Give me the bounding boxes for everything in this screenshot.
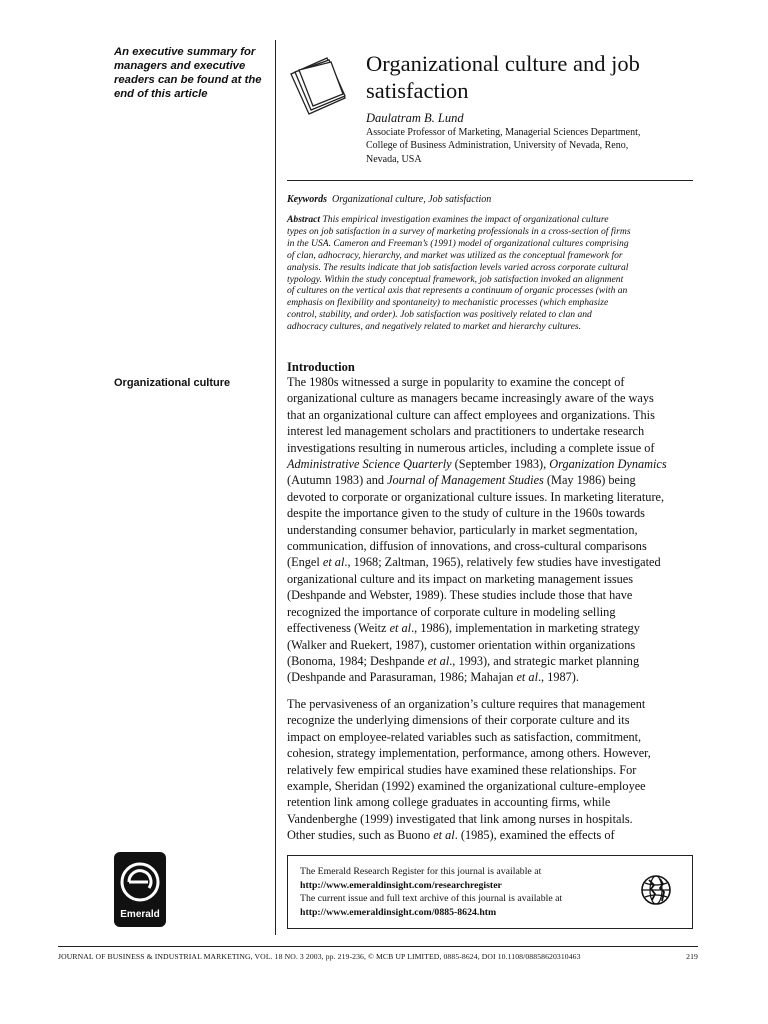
text-line: recognize the underlying dimensions of their corporate culture and its: [287, 713, 630, 728]
page-number: 219: [686, 952, 698, 961]
abstract-line: adhocracy cultures, and negatively related to market and hierarchy cultures.: [287, 321, 582, 333]
text-line: investigations resulting in numerous articles, including a complete issue of: [287, 440, 655, 455]
abstract-line: control, stability, and order). Job satisfaction was positively related to clan and: [287, 309, 592, 321]
title-line: Organizational culture and job: [366, 51, 640, 76]
abstract-line: types on job satisfaction in a survey of marketing professionals in a cross-section of firms: [287, 225, 631, 237]
keywords: [287, 194, 697, 205]
executive-summary-note: An executive summary for managers and executive readers can be found at the end of this article: [114, 46, 262, 100]
text-line: understanding consumer behavior, particularly in market segmentation,: [287, 522, 638, 537]
abstract: [287, 214, 697, 333]
abstract-line: in the USA. Cameron and Freeman’s (1991) model of organizational cultures comprising: [287, 237, 629, 249]
text-line: (Autumn 1983) and Journal of Management Studies (May 1986) being: [287, 473, 636, 488]
document-pages-icon: [287, 52, 357, 122]
emerald-e-icon: [114, 852, 166, 910]
text-line: (Engel et al., 1968; Zaltman, 1965), relatively few studies have investigated: [287, 555, 661, 570]
globe-icon: [640, 874, 672, 906]
text-line: devoted to corporate or organizational culture issues. In marketing literature,: [287, 489, 665, 504]
register-line: The current issue and full text archive of this journal is available at: [300, 893, 563, 905]
emerald-logo: [114, 852, 166, 927]
side-heading-organizational-culture: Organizational culture: [114, 377, 231, 389]
text-line: (Bonoma, 1984; Deshpande et al., 1993), and strategic market planning: [287, 653, 640, 668]
archive-link[interactable]: http://www.emeraldinsight.com/0885-8624.htm: [300, 906, 497, 918]
keywords-label: Keywords: [287, 194, 327, 205]
footer-rule: [58, 946, 698, 947]
register-text: [300, 865, 562, 919]
abstract-line: analysis. The results indicate that job satisfaction levels varied across corporate cultural: [287, 261, 629, 273]
affiliation-line: College of Business Administration, University of Nevada, Reno,: [366, 140, 629, 152]
text-line: despite the importance given to the study of culture in the 1960s towards: [287, 506, 645, 521]
research-register-box: [287, 855, 693, 929]
title-line: satisfaction: [366, 78, 469, 103]
text-line: impact on employee-related variables such as satisfaction, commitment,: [287, 729, 642, 744]
text-line: Vandenberghe (1999) investigated that link among nurses in hospitals.: [287, 811, 633, 826]
author-name: Daulatram B. Lund: [366, 111, 464, 125]
text-line: The pervasiveness of an organization’s culture requires that management: [287, 697, 646, 711]
text-line: retention link among college graduates in accounting firms, while: [287, 795, 611, 810]
abstract-line: This empirical investigation examines the impact of organizational culture: [322, 214, 609, 225]
text-line: Other studies, such as Buono et al. (1985), examined the effects of: [287, 828, 615, 843]
affiliation-line: Associate Professor of Marketing, Managerial Sciences Department,: [366, 127, 641, 138]
text-line: that an organizational culture can affect employees and organizations. This: [287, 407, 655, 422]
author-affiliation: [366, 126, 706, 166]
emerald-wordmark: Emerald: [120, 909, 160, 920]
footer-citation: JOURNAL OF BUSINESS & INDUSTRIAL MARKETING, VOL. 18 NO. 3 2003, pp. 219-236, © MCB UP LIMITED, 0885-8624, DOI 10.1108/08858620310463: [58, 952, 581, 961]
text-line: (Walker and Ruekert, 1987), customer orientation within organizations: [287, 637, 636, 652]
journal-footer: [58, 952, 698, 961]
journal-title: Administrative Science Quarterly: [287, 457, 452, 472]
text-line: interest led management scholars and practitioners to undertake research: [287, 424, 645, 439]
text-line: organizational culture and its impact on marketing management issues: [287, 571, 634, 586]
abstract-line: typology. Within the study conceptual framework, job satisfaction invoked an alignment: [287, 273, 624, 285]
article-title: [366, 50, 706, 104]
register-line: The Emerald Research Register for this journal is available at: [300, 866, 542, 877]
keywords-text: Organizational culture, Job satisfaction: [332, 194, 492, 205]
text-line: effectiveness (Weitz et al., 1986), implementation in marketing strategy: [287, 621, 640, 636]
abstract-label: Abstract: [287, 214, 321, 225]
text-line: communication, diffusion of innovations, and cross-cultural comparisons: [287, 539, 647, 554]
text-line: cohesion, strategy implementation, performance, among others. However,: [287, 746, 651, 761]
text-line: relatively few empirical studies have examined these relationships. For: [287, 762, 637, 777]
abstract-line: of clan, adhocracy, hierarchy, and market was utilized as the conceptual framework for: [287, 249, 623, 261]
journal-title: Journal of Management Studies: [387, 473, 544, 488]
text-line: The 1980s witnessed a surge in popularity to examine the concept of: [287, 375, 625, 389]
body-paragraph-1: [287, 374, 697, 686]
header-rule: [287, 180, 693, 181]
affiliation-line: Nevada, USA: [366, 153, 422, 165]
text-line: organizational culture as managers became increasingly aware of the ways: [287, 391, 654, 406]
abstract-line: of cultures on the vertical axis that represents a continuum of organic processes (with an: [287, 285, 628, 297]
section-heading-introduction: Introduction: [287, 360, 355, 374]
journal-title: Organization Dynamics: [549, 457, 667, 472]
register-link[interactable]: http://www.emeraldinsight.com/researchregister: [300, 879, 502, 891]
abstract-line: emphasis on flexibility and spontaneity) to mechanistic processes (which emphasize: [287, 297, 609, 309]
column-divider: [275, 40, 276, 935]
text-line: (Deshpande and Webster, 1989). These studies include those that have: [287, 588, 633, 603]
body-paragraph-2: [287, 696, 697, 844]
text-line: (Deshpande and Parasuraman, 1986; Mahajan et al., 1987).: [287, 670, 579, 685]
text-line: recognized the importance of corporate culture in modeling selling: [287, 604, 616, 619]
text-line: Administrative Science Quarterly (September 1983), Organization Dynamics: [287, 457, 667, 472]
text-line: example, Sheridan (1992) examined the organizational culture-employee: [287, 779, 646, 794]
